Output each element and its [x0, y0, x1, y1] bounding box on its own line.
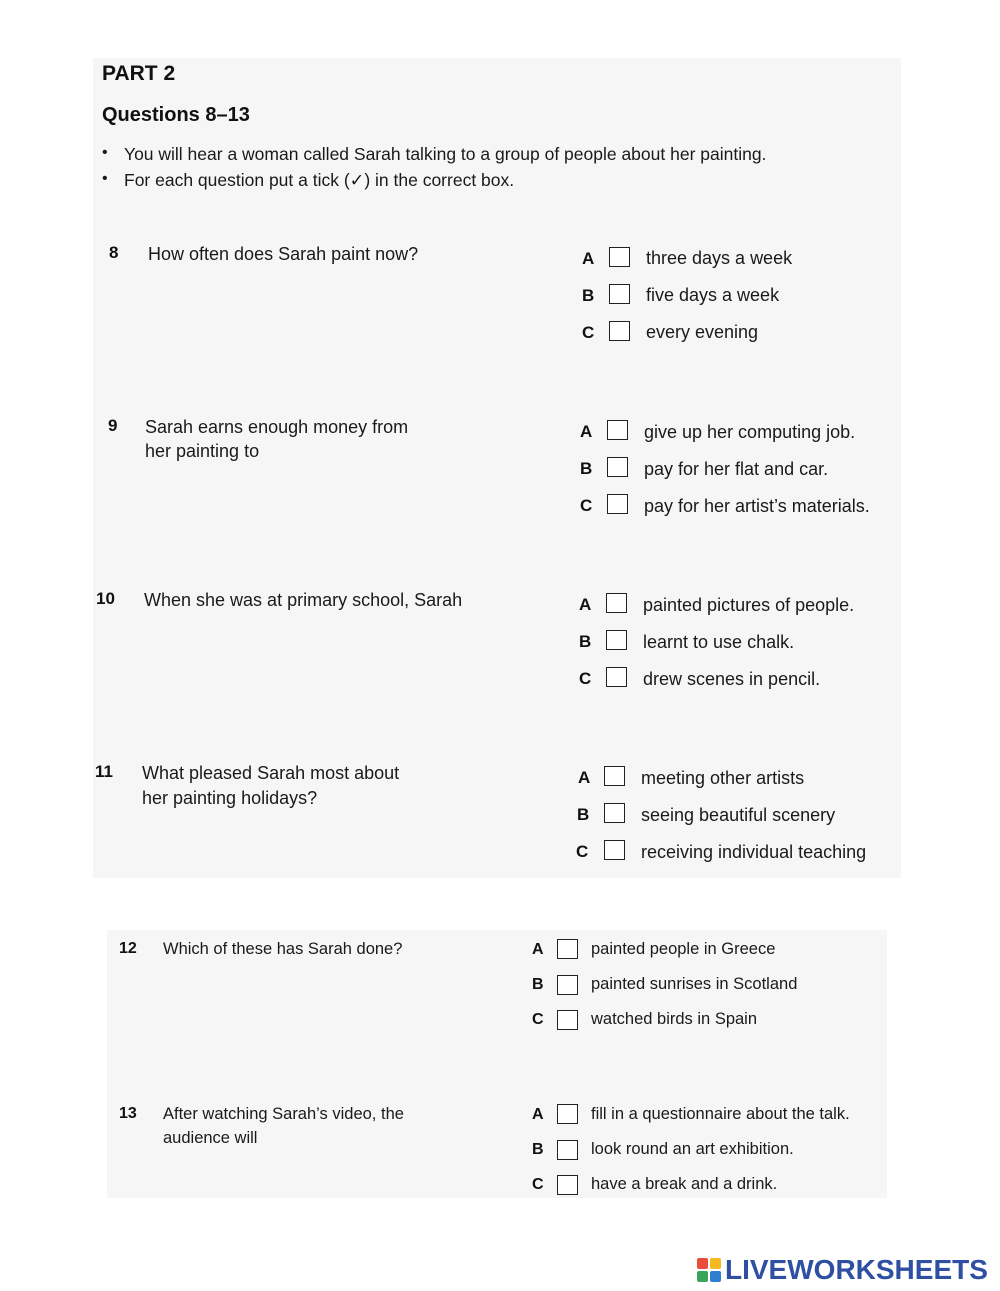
answer-checkbox[interactable] — [557, 1010, 578, 1030]
option-letter: C — [532, 1011, 544, 1028]
option-text: seeing beautiful scenery — [641, 805, 836, 825]
question-text-line: her painting to — [145, 441, 260, 461]
option-letter: C — [580, 496, 593, 515]
option-letter: A — [532, 941, 544, 958]
option-letter: B — [579, 632, 592, 651]
option-text: five days a week — [646, 285, 780, 305]
questions-title: Questions 8–13 — [102, 104, 250, 126]
answer-checkbox[interactable] — [606, 593, 627, 613]
answer-checkbox[interactable] — [557, 1140, 578, 1160]
instruction-line-1 — [102, 144, 767, 165]
question-text-line: Sarah earns enough money from — [145, 417, 409, 437]
question-text-line: her painting holidays? — [142, 788, 318, 808]
answer-checkbox[interactable] — [607, 457, 628, 477]
option-text: look round an art exhibition. — [591, 1140, 794, 1158]
question-text-line: How often does Sarah paint now? — [148, 244, 419, 264]
option-text: three days a week — [646, 248, 793, 268]
answer-checkbox[interactable] — [557, 1104, 578, 1124]
question-text-line: audience will — [163, 1129, 258, 1147]
option-text: pay for her artist’s materials. — [644, 496, 870, 516]
question-number: 10 — [96, 589, 115, 608]
option-letter: B — [532, 1141, 544, 1158]
option-letter: B — [580, 459, 593, 478]
instruction-text: You will hear a woman called Sarah talking to a group of people about her painting. — [124, 144, 767, 164]
answer-checkbox[interactable] — [604, 840, 625, 860]
logo-grid-icon — [697, 1258, 721, 1282]
answer-checkbox[interactable] — [604, 803, 625, 823]
option-text: have a break and a drink. — [591, 1175, 778, 1193]
option-letter: A — [579, 595, 592, 614]
answer-checkbox[interactable] — [607, 420, 628, 440]
question-number: 12 — [119, 940, 137, 957]
question-text-line: When she was at primary school, Sarah — [144, 590, 463, 610]
option-text: learnt to use chalk. — [643, 632, 795, 652]
option-letter: C — [582, 323, 595, 342]
answer-checkbox[interactable] — [557, 939, 578, 959]
question-text-line: After watching Sarah’s video, the — [163, 1105, 404, 1123]
option-text: painted people in Greece — [591, 940, 776, 958]
option-letter: B — [577, 805, 590, 824]
option-text: meeting other artists — [641, 768, 805, 788]
option-letter: B — [532, 976, 544, 993]
option-letter: C — [532, 1176, 544, 1193]
logo-text: LIVEWORKSHEETS — [725, 1254, 988, 1285]
bullet-icon: • — [102, 170, 108, 187]
answer-checkbox[interactable] — [609, 247, 630, 267]
logo-square — [697, 1258, 708, 1269]
answer-checkbox[interactable] — [557, 1175, 578, 1195]
option-text: give up her computing job. — [644, 422, 856, 442]
question-number: 9 — [108, 416, 118, 435]
option-text: drew scenes in pencil. — [643, 669, 821, 689]
logo-square — [697, 1271, 708, 1282]
instruction-text: For each question put a tick (✓) in the correct box. — [124, 170, 515, 190]
question-number: 8 — [109, 243, 119, 262]
option-letter: A — [532, 1106, 544, 1123]
option-text: painted pictures of people. — [643, 595, 855, 615]
answer-checkbox[interactable] — [604, 766, 625, 786]
question-number: 13 — [119, 1105, 137, 1122]
option-text: watched birds in Spain — [591, 1010, 758, 1028]
question-text-line: Which of these has Sarah done? — [163, 940, 403, 958]
option-text: painted sunrises in Scotland — [591, 975, 798, 993]
liveworksheets-logo[interactable] — [697, 1255, 988, 1285]
part-title: PART 2 — [102, 62, 176, 85]
option-letter: A — [582, 249, 595, 268]
option-text: every evening — [646, 322, 759, 342]
question-text-line: What pleased Sarah most about — [142, 763, 400, 783]
option-text: receiving individual teaching — [641, 842, 867, 862]
option-letter: A — [580, 422, 593, 441]
answer-checkbox[interactable] — [609, 284, 630, 304]
option-text: pay for her flat and car. — [644, 459, 829, 479]
answer-checkbox[interactable] — [609, 321, 630, 341]
answer-checkbox[interactable] — [557, 975, 578, 995]
answer-checkbox[interactable] — [607, 494, 628, 514]
option-letter: B — [582, 286, 595, 305]
logo-square — [710, 1271, 721, 1282]
option-letter: C — [576, 842, 589, 861]
instruction-line-2 — [102, 170, 515, 191]
question-number: 11 — [95, 762, 113, 781]
option-letter: A — [578, 768, 591, 787]
option-text: fill in a questionnaire about the talk. — [591, 1105, 850, 1123]
option-letter: C — [579, 669, 592, 688]
bullet-icon: • — [102, 144, 108, 161]
answer-checkbox[interactable] — [606, 667, 627, 687]
logo-square — [710, 1258, 721, 1269]
answer-checkbox[interactable] — [606, 630, 627, 650]
